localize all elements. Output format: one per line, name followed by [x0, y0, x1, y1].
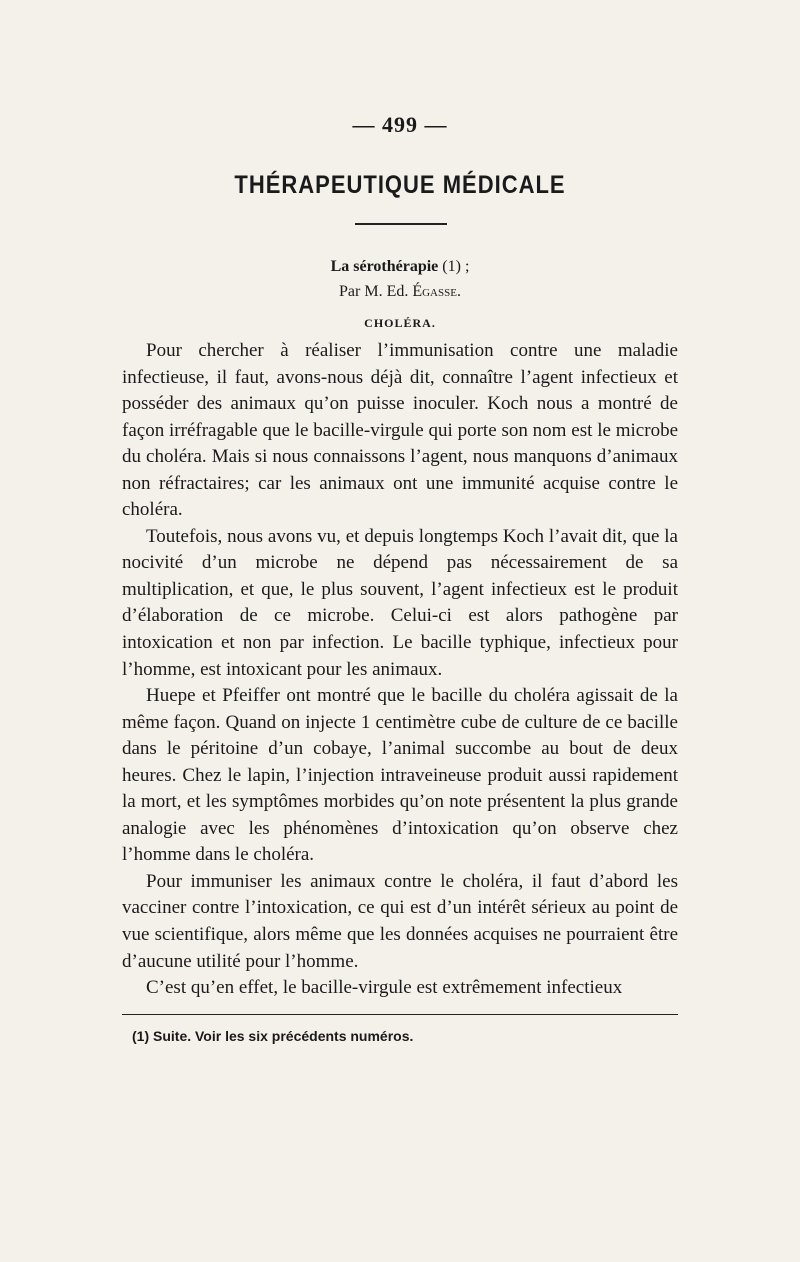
article-title-text: La sérothérapie	[330, 258, 439, 275]
article-title	[0, 258, 800, 276]
footnote: (1) Suite. Voir les six précédents numéros.	[132, 1028, 414, 1044]
subheading: CHOLÉRA.	[364, 316, 436, 330]
article-title-footnote-ref: (1) ;	[438, 258, 470, 275]
body-text	[122, 338, 678, 1002]
title-divider	[355, 223, 447, 225]
author-prefix: Par M. Ed.	[339, 283, 413, 300]
paragraph: C’est qu’en effet, le bacille-virgule est extrêmement infectieux	[146, 977, 623, 999]
page-number: — 499 —	[352, 112, 448, 137]
author-line	[0, 283, 800, 301]
author-name: Égasse.	[412, 283, 461, 300]
footnote-divider	[122, 1014, 678, 1015]
paragraph: Toutefois, nous avons vu, et depuis longtemps Koch l’avait dit, que la nocivité d’un microbe ne dépend pas nécessairement de sa multiplication, et que, le plus souvent, l’agent infectieux est le produit d’élaboration de ce microbe. Celui-ci est alors pathogène par intoxication et non par infection. Le bacille typhique, infectieux pour l’homme, est intoxicant pour les animaux.	[122, 525, 678, 680]
paragraph: Pour immuniser les animaux contre le choléra, il faut d’abord les vacciner contre l’intoxication, ce qui est d’un intérêt sérieux au point de vue scientifique, alors même que les données acquises ne pourraient être d’aucune utilité pour l’homme.	[122, 870, 678, 972]
section-title: THÉRAPEUTIQUE MÉDICALE	[234, 170, 566, 199]
paragraph: Pour chercher à réaliser l’immunisation contre une maladie infectieuse, il faut, avons-nous déjà dit, connaître l’agent infectieux et posséder des animaux qu’on puisse inoculer. Koch nous a montré de façon irréfragable que le bacille-virgule qui porte son nom est le microbe du choléra. Mais si nous connaissons l’agent, nous manquons d’animaux non réfractaires; car les animaux ont une immunité acquise contre le choléra.	[122, 340, 678, 521]
paragraph: Huepe et Pfeiffer ont montré que le bacille du choléra agissait de la même façon. Quand on injecte 1 centimètre cube de culture de ce bacille dans le péritoine d’un cobaye, l’animal succombe au bout de deux heures. Chez le lapin, l’injection intraveineuse produit aussi rapidement la mort, et les symptômes morbides qu’on note présentent la plus grande analogie avec les phénomènes d’intoxication qu’on observe chez l’homme dans le choléra.	[122, 685, 678, 866]
